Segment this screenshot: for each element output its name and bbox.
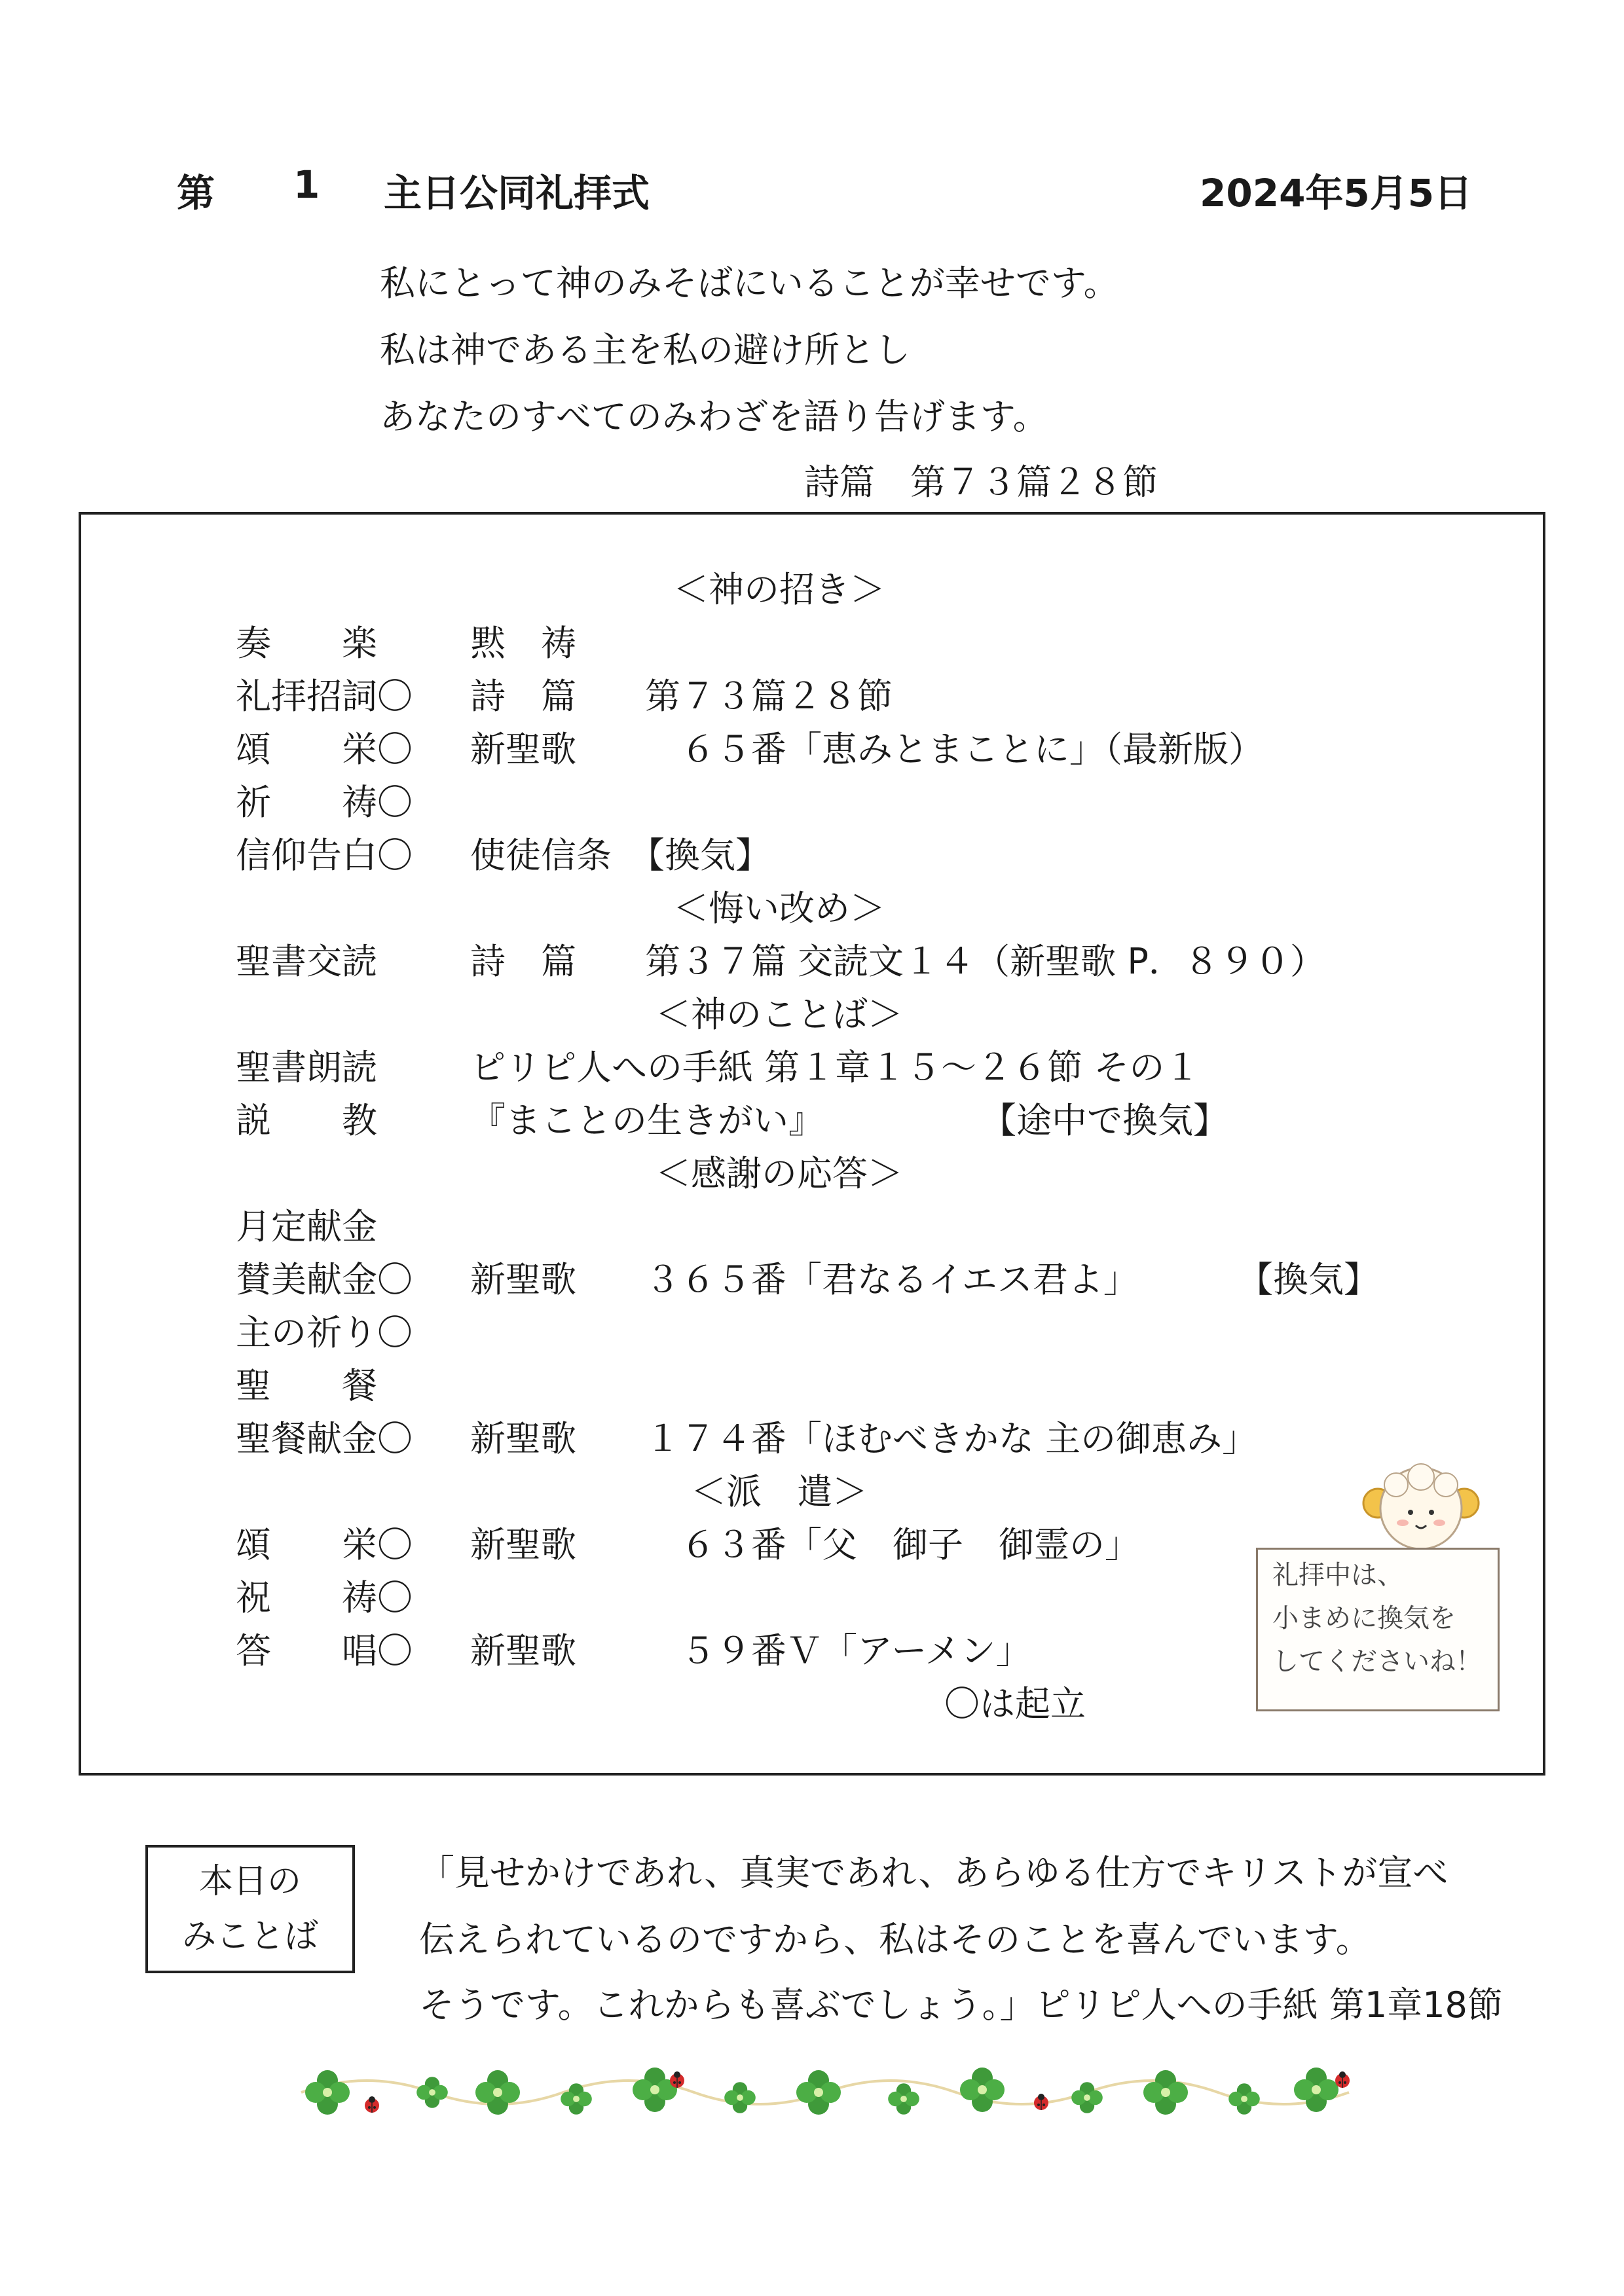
order-item	[0, 1252, 1624, 1298]
todays-word-line: そうです。これからも喜ぶでしょう。」ピリピ人への手紙 第1章18節	[419, 1984, 1503, 2026]
item-label: 礼拝招詞〇	[236, 676, 413, 717]
order-item	[0, 1305, 1624, 1351]
todays-word-label-line: 本日の	[198, 1862, 301, 1901]
callout-line: 小まめに換気を	[1272, 1603, 1456, 1633]
callout-line: 礼拝中は、	[1272, 1560, 1403, 1590]
order-item	[0, 828, 1624, 876]
item-label: 主の祈り〇	[236, 1312, 413, 1353]
todays-word-line: 伝えられているのですから、私はそのことを喜んでいます。	[419, 1919, 1371, 1960]
item-extra: 【途中で換気】	[981, 1100, 1228, 1141]
service-date: 2024年5月5日	[1200, 171, 1473, 215]
item-detail: 『まことの生きがい』	[470, 1100, 824, 1141]
item-note: 【換気】	[1238, 1259, 1379, 1300]
section-heading: ＜感謝の応答＞	[655, 1153, 903, 1194]
order-item	[0, 774, 1624, 823]
item-extra: 第３７篇 交読文１４（新聖歌 P．８９０）	[645, 941, 1325, 982]
item-detail: 新聖歌	[470, 1630, 576, 1671]
order-item	[0, 615, 1624, 664]
order-item	[0, 721, 1624, 770]
order-item	[0, 934, 1624, 982]
order-item	[0, 1411, 1624, 1457]
epigraph-citation: 詩篇 第７３篇２８節	[804, 462, 1158, 503]
section-heading: ＜悔い改め＞	[673, 888, 885, 929]
section-heading: ＜派 遣＞	[691, 1471, 868, 1512]
sheep-mascot-icon	[1356, 1457, 1486, 1556]
item-label: 賛美献金〇	[236, 1259, 413, 1300]
item-label: 説 教	[236, 1100, 377, 1141]
item-extra: 第７３篇２８節	[645, 676, 893, 717]
order-number: 1	[293, 162, 320, 207]
item-label: 聖 餐	[236, 1365, 377, 1406]
clover-border-decoration	[288, 2043, 1375, 2141]
order-number-label: 第	[177, 171, 215, 215]
item-label: 祈 祷〇	[236, 782, 413, 823]
item-detail: 詩 篇	[470, 941, 576, 982]
order-item	[0, 1093, 1624, 1139]
item-extra: ３６５番「君なるイエス君よ」	[645, 1259, 1139, 1300]
item-extra: ５９番Ｖ「アーメン」	[645, 1630, 1031, 1671]
item-extra: ６５番「恵みとまことに」（最新版）	[645, 729, 1264, 770]
item-detail: 新聖歌	[470, 1524, 576, 1565]
item-label: 頌 栄〇	[236, 1524, 413, 1565]
item-label: 聖書交読	[236, 941, 377, 982]
todays-word-line: 「見せかけであれ、真実であれ、あらゆる仕方でキリストが宣べ	[419, 1852, 1449, 1893]
todays-word-label	[145, 1845, 355, 1973]
item-detail: 黙 祷	[470, 623, 576, 664]
item-extra: １７４番「ほむべきかな 主の御恵み」	[645, 1418, 1258, 1459]
ventilation-callout	[1256, 1548, 1500, 1711]
standing-note: 〇は起立	[944, 1683, 1086, 1724]
item-detail: 新聖歌	[470, 1418, 576, 1459]
section-heading: ＜神の招き＞	[673, 569, 885, 610]
item-label: 奏 楽	[236, 623, 377, 664]
callout-line: してくださいね！	[1272, 1647, 1482, 1677]
item-detail: ピリピ人への手紙 第１章１５～２６節 その１	[470, 1047, 1200, 1088]
epigraph-line: 私にとって神のみそばにいることが幸せです。	[380, 263, 1119, 304]
order-item	[0, 1199, 1624, 1245]
epigraph-line: あなたのすべてのみわざを語り告げます。	[380, 396, 1048, 437]
item-detail: 新聖歌	[470, 1259, 576, 1300]
item-detail: 新聖歌	[470, 729, 576, 770]
item-extra: ６３番「父 御子 御霊の」	[645, 1524, 1140, 1565]
item-label: 祝 祷〇	[236, 1577, 413, 1618]
item-label: 聖餐献金〇	[236, 1418, 413, 1459]
section-heading: ＜神のことば＞	[655, 994, 903, 1035]
item-detail: 詩 篇	[470, 676, 576, 717]
order-item	[0, 668, 1624, 717]
todays-word-label-line: みことば	[181, 1917, 318, 1956]
item-label: 信仰告白〇	[236, 835, 413, 876]
item-label: 答 唱〇	[236, 1630, 413, 1671]
item-label: 月定献金	[236, 1206, 377, 1247]
item-detail: 使徒信条 【換気】	[470, 835, 771, 876]
page-title: 主日公同礼拝式	[384, 171, 650, 215]
item-label: 頌 栄〇	[236, 729, 413, 770]
item-label: 聖書朗読	[236, 1047, 377, 1088]
order-item	[0, 1040, 1624, 1088]
epigraph-line: 私は神である主を私の避け所とし	[380, 329, 910, 371]
order-item	[0, 1358, 1624, 1404]
